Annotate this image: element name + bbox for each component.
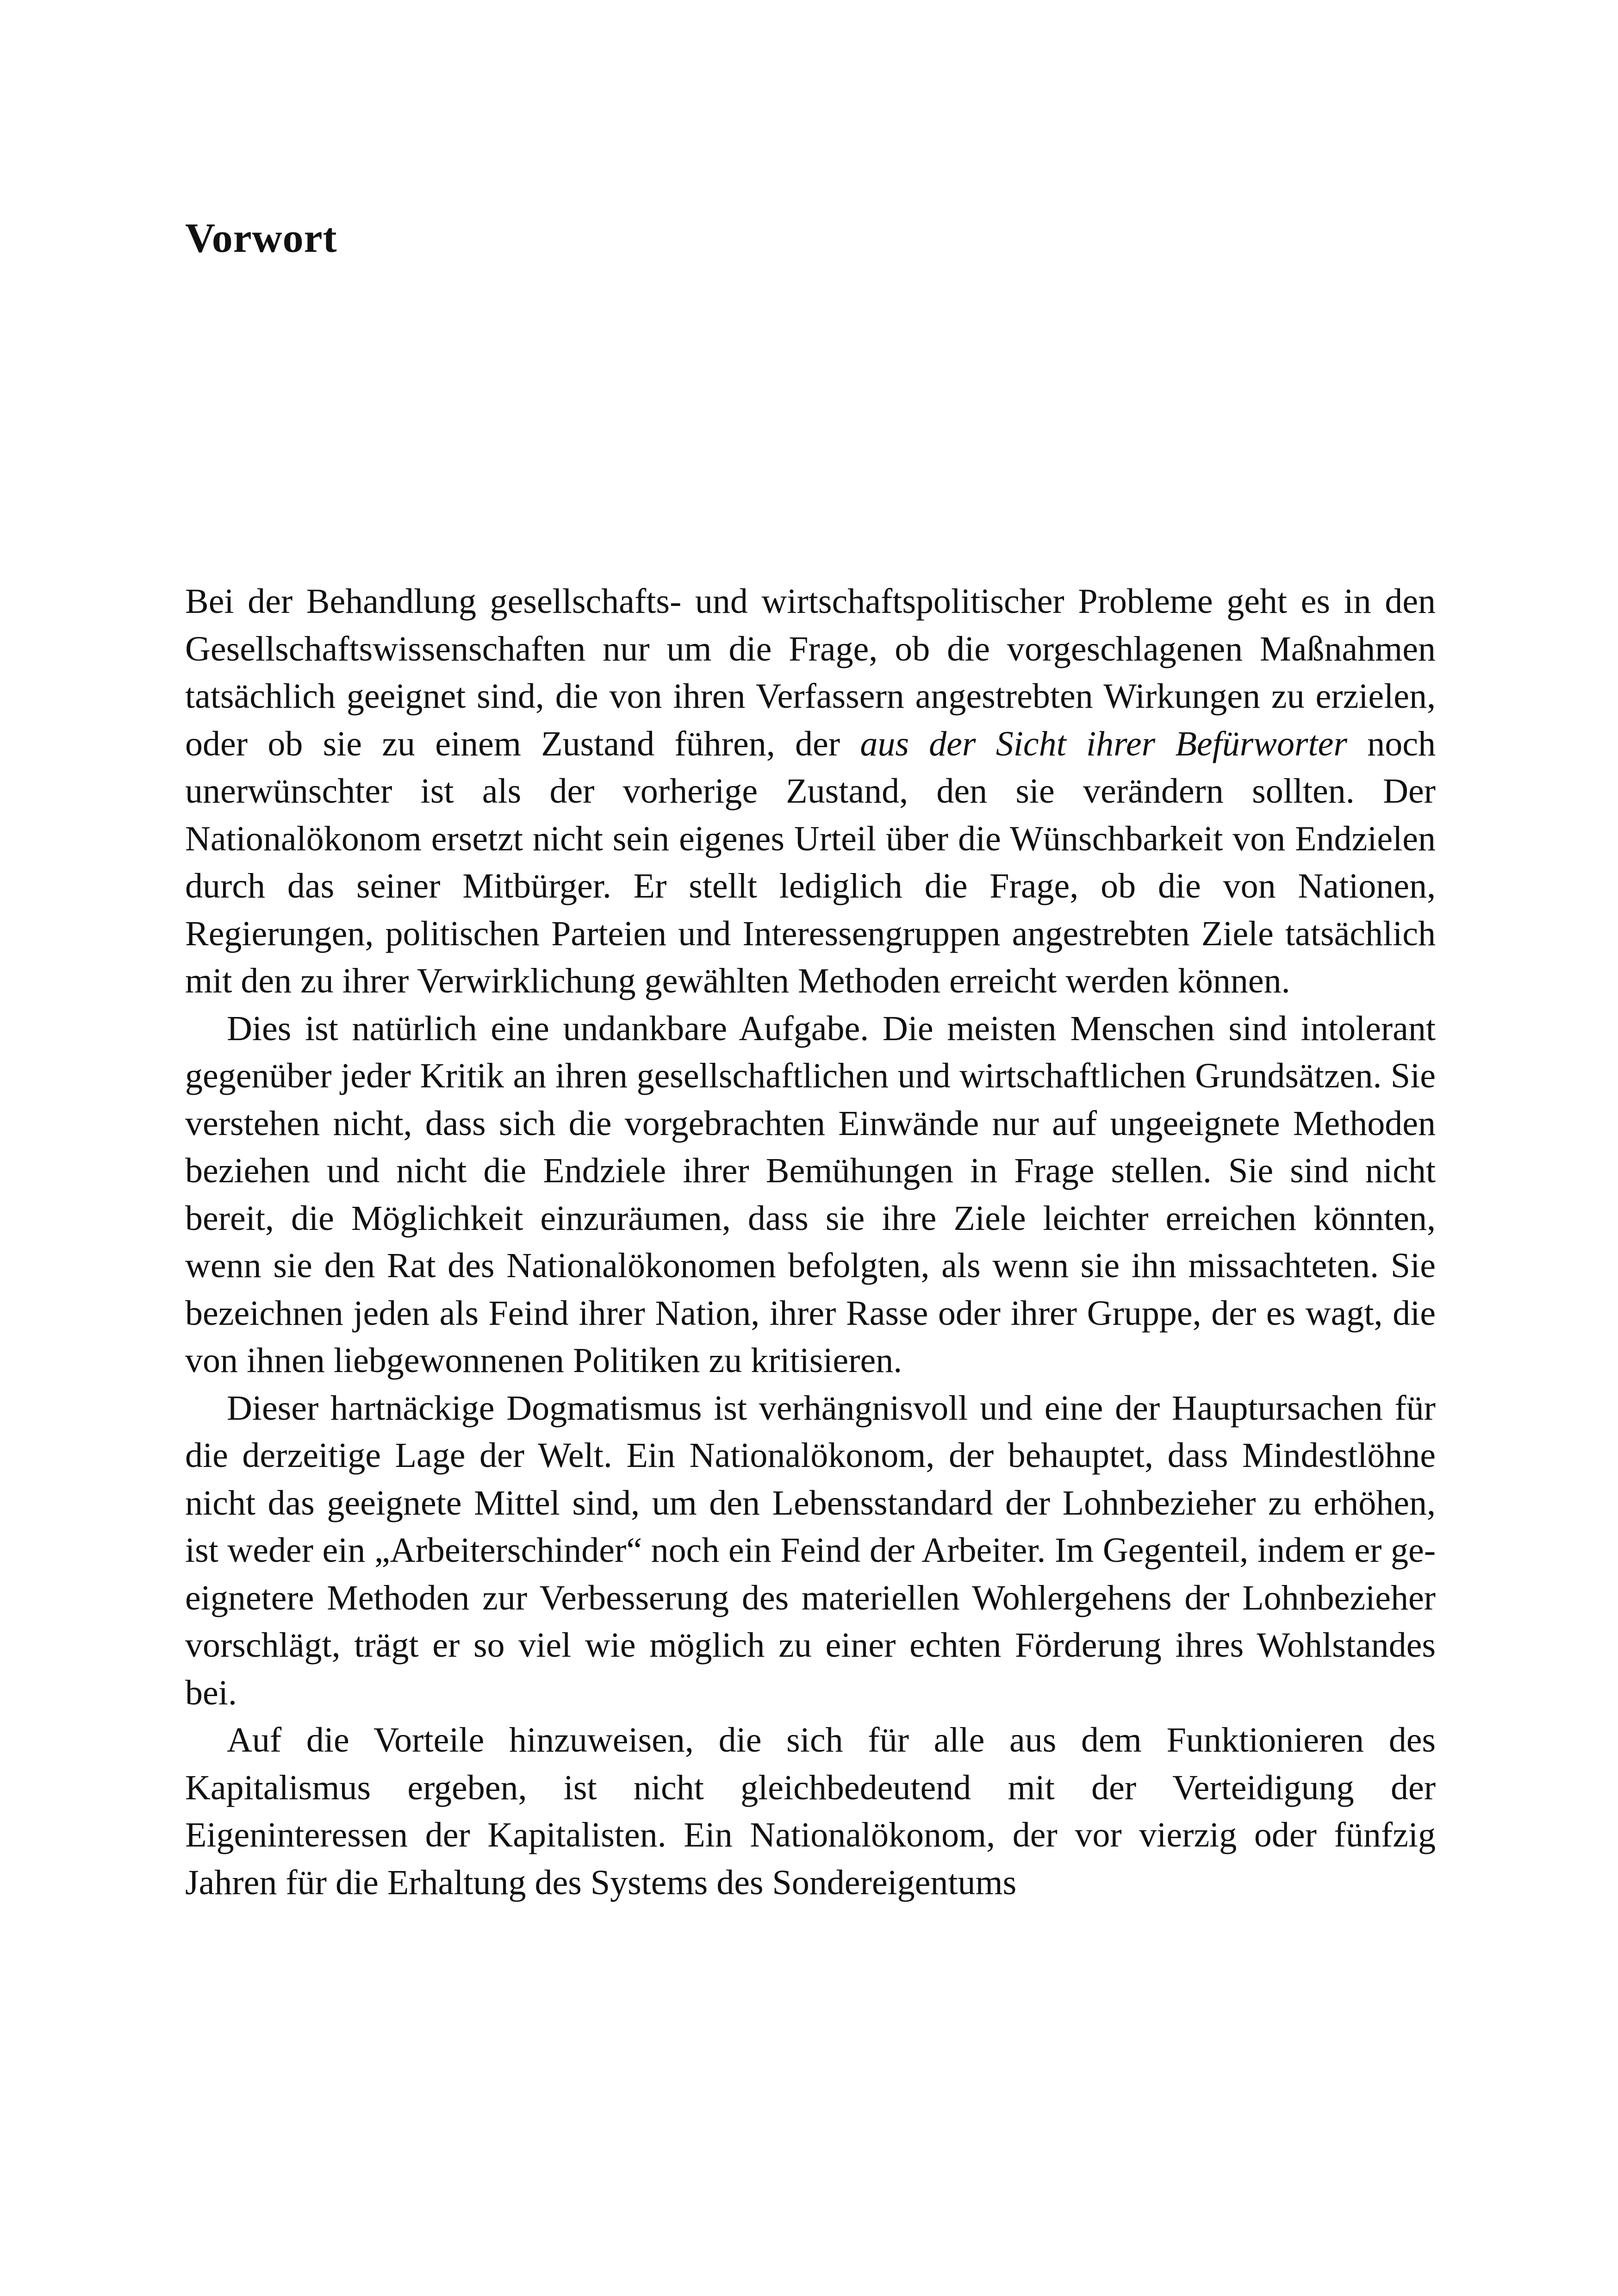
paragraph-1 (185, 578, 1436, 1005)
chapter-heading: Vorwort (185, 215, 337, 261)
paragraph-1-italic: aus der Sicht ihrer Befürworter (860, 724, 1347, 763)
body-text (185, 578, 1436, 1906)
paragraph-1-end: noch unerwünschter ist als der vorherige Zustand, den sie verändern sollten. Der Nationalökonom ersetzt nicht sein eigenes Urteil über die Wünschbarkeit von Endzielen durch das seiner Mitbürger. Er stellt lediglich die Frage, ob die von Nationen, Regierungen, politischen Parteien und Interessengruppen angestrebten Ziele tatsächlich mit den zu ihrer Verwirklichung gewählten Methoden erreicht werden können. (185, 724, 1436, 1000)
paragraph-3: Dieser hartnäckige Dogmatismus ist verhängnisvoll und eine der Hauptursachen für die derzeitige Lage der Welt. Ein Nationalökonom, der behauptet, dass Mindestlöhne nicht das geeignete Mittel sind, um den Lebensstandard der Lohnbezieher zu erhöhen, ist weder ein „Arbeiterschinder“ noch ein Feind der Arbeiter. Im Gegenteil, indem er geeignetere Methoden zur Verbesserung des materiellen Wohlergehens der Lohnbezieher vorschlägt, trägt er so viel wie möglich zu einer echten Förderung ihres Wohlstandes bei. (185, 1388, 1436, 1712)
paragraph-2: Dies ist natürlich eine undankbare Aufgabe. Die meisten Menschen sind intolerant gegenüber jeder Kritik an ihren gesellschaftlichen und wirtschaftlichen Grundsätzen. Sie verstehen nicht, dass sich die vorgebrachten Einwände nur auf ungeeignete Methoden beziehen und nicht die Endziele ihrer Bemühungen in Frage stellen. Sie sind nicht bereit, die Möglichkeit einzuräumen, dass sie ihre Ziele leichter erreichen könnten, wenn sie den Rat des Nationalökonomen befolgten, als wenn sie ihn missachteten. Sie bezeichnen jeden als Feind ihrer Nation, ihrer Rasse oder ihrer Gruppe, der es wagt, die von ihnen liebgewonnenen Politiken zu kritisieren. (185, 1009, 1436, 1380)
paragraph-4: Auf die Vorteile hinzuweisen, die sich für alle aus dem Funktionieren des Kapitalismus ergeben, ist nicht gleichbedeutend mit der Verteidigung der Eigeninteressen der Kapitalisten. Ein Nationalökonom, der vor vierzig oder fünfzig Jahren für die Erhaltung des Systems des Sondereigentums (185, 1721, 1436, 1902)
paragraph-1-start: Bei der Behandlung gesellschafts- und wirtschaftspolitischer Probleme geht es in den Gesellschaftswissenschaften nur um die Frage, ob die vorgeschlagenen Maßnahmen tatsächlich geeignet sind, die von ihren Verfassern angestrebten Wirkungen zu erzielen, oder ob sie zu einem Zustand führen, der (185, 582, 1436, 763)
